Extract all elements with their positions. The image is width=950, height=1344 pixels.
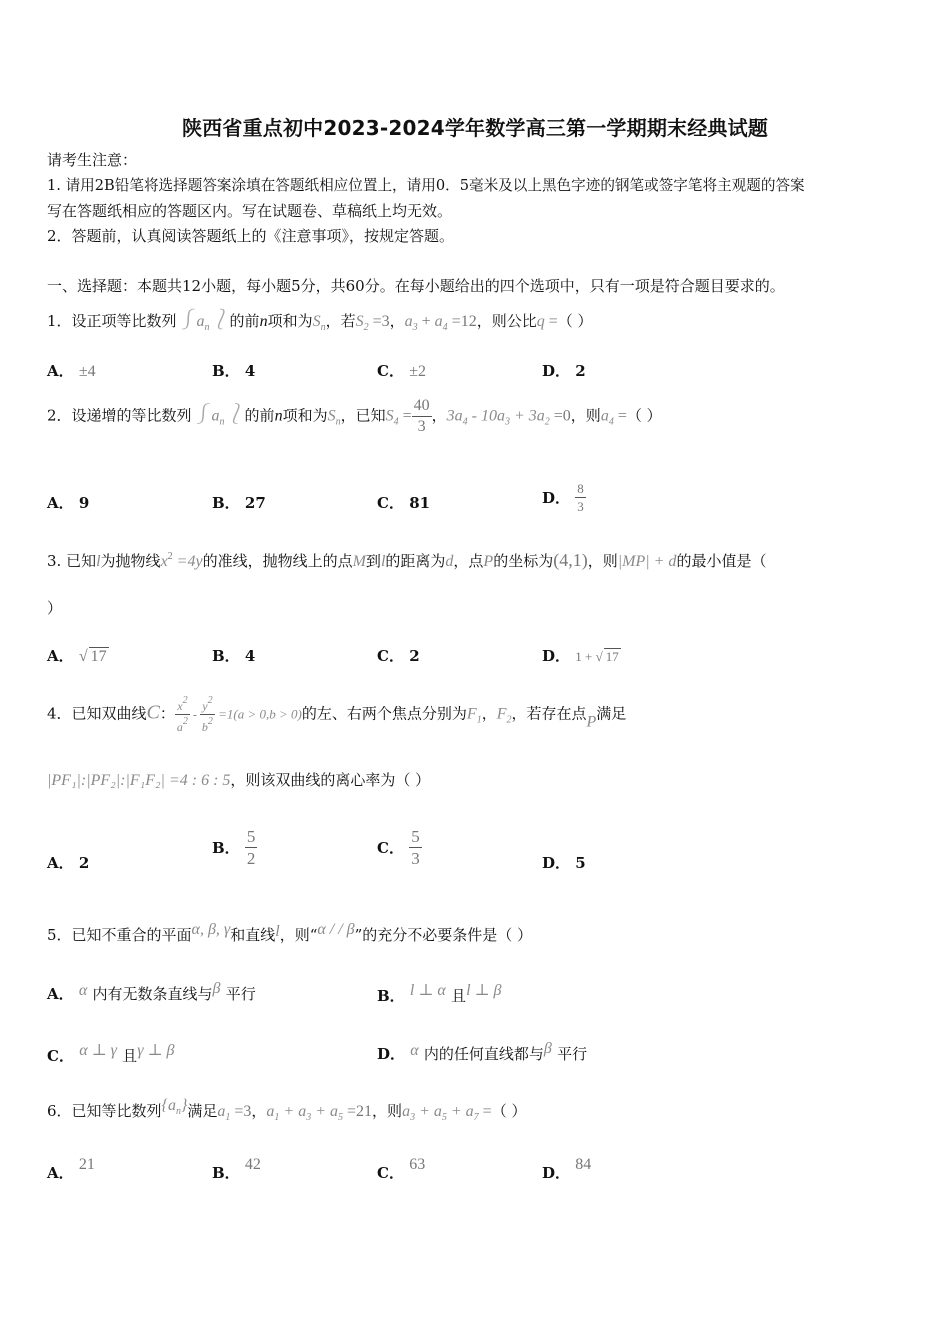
q3-option-a[interactable]: A． √ 17 [47,647,107,665]
question-2: 2．设递增的等比数列$⎰a_n⎱$的前n项和为$S_n$，已知$S_4$ = $\frac{40}{3}$ ，$3a_4 - 10a_3 + 3a_2 =0$，则$a_4$ =（ ） [47,397,662,435]
notice-line-1: 1. 请用2B铅笔将选择题答案涂填在答题纸相应位置上，请用0．5毫米及以上黑色字迹的钢笔或签字笔将主观题的答案 [47,177,805,194]
q4-option-b[interactable]: B． $\frac{5}{2}$ [212,827,256,868]
question-1: 1．设正项等比数列$⎰a_n⎱$的前n项和为$S_n$，若$S_2 =3$，$a_3 + a_4 =12$，则公比q =（ ） [47,309,593,333]
q5-option-b[interactable]: B． l ⊥ α 且l ⊥ β [377,982,502,1005]
q6-option-b[interactable]: B． 42 [212,1156,261,1182]
question-3-cont: ） [47,599,63,617]
question-4: 4．已知双曲线C： $\frac{x^2}{a^2}$ - $\frac{y^2}{b^2}$ =1(a > 0,b > 0)的左、右两个焦点分别为$F_1$，$F_2$，若存在点P满足 [47,695,627,734]
section-heading: 一、选择题：本题共12小题，每小题5分，共60分。在每小题给出的四个选项中，只有一项是符合题目要求的。 [47,277,785,295]
q2-option-b[interactable]: B． 27 [212,494,266,512]
q4-option-a[interactable]: A． 2 [47,854,90,872]
q2-option-d[interactable]: D． $\frac{8}{3}$ [542,481,584,514]
q3-option-d[interactable]: D． 1 + √ 17 [542,647,619,665]
q3-option-c[interactable]: C． 2 [377,647,420,665]
q4-option-d[interactable]: D． 5 [542,854,586,872]
question-4-cont: |PF₁|:|PF₂|:|F₁F₂| =4 : 6 : 5，则该双曲线的离心率为（ ） [47,771,431,789]
q2-fraction: $\frac{40}{3}$ [413,397,430,435]
notice-line-1b: 写在答题纸相应的答题区内。写在试题卷、草稿纸上均无效。 [47,202,453,220]
q4-option-c[interactable]: C． $\frac{5}{3}$ [377,827,420,868]
q1-option-d[interactable]: D． 2 [542,362,586,380]
question-3: 3. 已知l为抛物线$x^2 =4y$的准线，抛物线上的点M到l的距离为d，点P的坐标为(4,1)，则|MP| + d的最小值是（ [47,550,767,570]
question-6: 6．已知等比数列$\{a_n\}$满足$a_1 =3$，$a_1 + a_3 + a_5 =21$，则$a_3 + a_5 + a_7$ =（ ） [47,1097,527,1123]
q2-option-c[interactable]: C． 81 [377,494,431,512]
notice-heading: 请考生注意： [47,151,138,169]
q1-option-b[interactable]: B． 4 [212,362,256,380]
q5-option-a[interactable]: A． α 内有无数条直线与β 平行 [47,980,256,1003]
q5-option-d[interactable]: D． α 内的任何直线都与β 平行 [377,1040,588,1063]
q6-option-c[interactable]: C． 63 [377,1156,426,1182]
q6-option-d[interactable]: D． 84 [542,1156,592,1182]
q3-option-b[interactable]: B． 4 [212,647,256,665]
notice-line-2: 2．答题前，认真阅读答题纸上的《注意事项》，按规定答题。 [47,227,455,245]
q2-option-a[interactable]: A． 9 [47,494,90,512]
question-5: 5．已知不重合的平面α, β, γ和直线l，则“α / / β”的充分不必要条件是（ ） [47,921,533,944]
q6-option-a[interactable]: A． 21 [47,1156,95,1182]
q1-option-c[interactable]: C． ±2 [377,362,426,380]
q5-option-c[interactable]: C． α ⊥ γ 且γ ⊥ β [47,1042,175,1065]
page-title: 陕西省重点初中2023-2024学年数学高三第一学期期末经典试题 [181,116,769,140]
q1-option-a[interactable]: A． ±4 [47,362,96,380]
